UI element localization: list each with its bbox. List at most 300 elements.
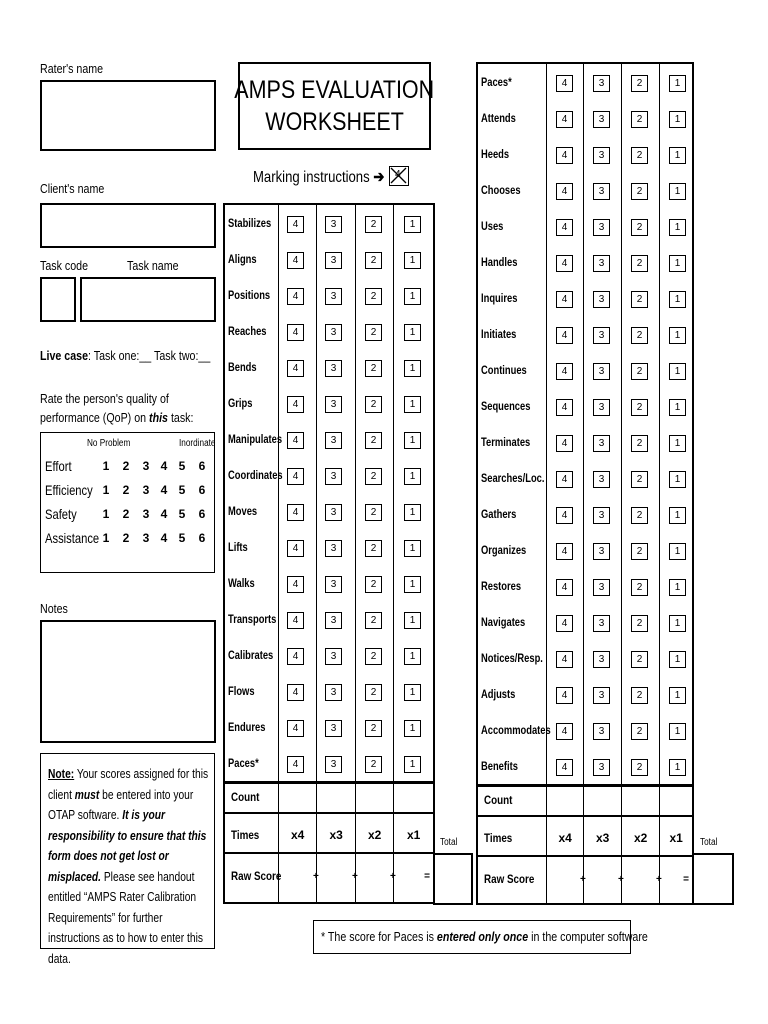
score-box-2[interactable]: 2 [631, 363, 648, 380]
score-box-3[interactable]: 3 [593, 111, 610, 128]
qop-rating-option[interactable]: 5 [178, 507, 186, 521]
score-box-3[interactable]: 3 [325, 288, 342, 305]
footnote-bold: entered only once [436, 929, 529, 944]
score-box-3[interactable]: 3 [325, 432, 342, 449]
score-box-2[interactable]: 2 [365, 612, 382, 629]
motor-item-row [225, 277, 433, 313]
motor-item-row [225, 205, 433, 241]
motor-item-label: Manipulates [228, 432, 283, 446]
motor-total-box[interactable] [433, 853, 473, 905]
score-box-2[interactable]: 2 [631, 543, 648, 560]
process-total-label: Total [700, 837, 718, 848]
process-summary-label: Raw Score [484, 872, 535, 886]
process-item-row [478, 496, 692, 532]
score-box-4[interactable]: 4 [287, 288, 304, 305]
score-box-1[interactable]: 1 [404, 324, 421, 341]
process-summary-label: Times [484, 831, 513, 845]
motor-item-row [225, 349, 433, 385]
score-box-3[interactable]: 3 [593, 75, 610, 92]
score-box-2[interactable]: 2 [631, 291, 648, 308]
score-box-1[interactable]: 1 [669, 471, 686, 488]
process-item-label: Terminates [481, 435, 531, 449]
score-box-3[interactable]: 3 [593, 399, 610, 416]
process-item-label: Heeds [481, 147, 510, 161]
score-box-3[interactable]: 3 [593, 579, 610, 596]
process-multiplier: x1 [669, 831, 683, 845]
score-box-3[interactable]: 3 [325, 540, 342, 557]
qop-rating-option[interactable]: 3 [142, 507, 150, 521]
score-box-4[interactable]: 4 [287, 684, 304, 701]
motor-multiplier: x2 [368, 828, 382, 842]
score-box-4[interactable]: 4 [556, 507, 573, 524]
score-box-1[interactable]: 1 [669, 651, 686, 668]
score-box-1[interactable]: 1 [669, 75, 686, 92]
no-problem-label: No Problem [87, 438, 131, 449]
paces-footnote [313, 920, 648, 954]
qop-row-label: Efficiency [45, 482, 93, 498]
qop-rating-option[interactable]: 1 [102, 507, 110, 521]
motor-item-row [225, 493, 433, 529]
score-box-3[interactable]: 3 [325, 612, 342, 629]
score-box-1[interactable]: 1 [669, 723, 686, 740]
motor-equals-sign: = [424, 871, 430, 882]
process-equals-sign: = [683, 874, 689, 885]
task-name-label: Task name [127, 258, 179, 273]
score-box-4[interactable]: 4 [556, 183, 573, 200]
process-item-label: Organizes [481, 543, 527, 557]
score-box-2[interactable]: 2 [631, 723, 648, 740]
marking-instructions-label: Marking instructions [253, 169, 370, 186]
process-item-row [478, 712, 692, 748]
score-box-3[interactable]: 3 [325, 468, 342, 485]
task-name-field[interactable] [80, 277, 216, 322]
score-box-1[interactable]: 1 [669, 579, 686, 596]
score-box-4[interactable]: 4 [287, 648, 304, 665]
score-box-2[interactable]: 2 [365, 360, 382, 377]
score-box-3[interactable]: 3 [593, 687, 610, 704]
qop-rating-option[interactable]: 3 [142, 531, 150, 545]
score-box-2[interactable]: 2 [631, 111, 648, 128]
score-box-2[interactable]: 2 [631, 219, 648, 236]
score-box-4[interactable]: 4 [287, 396, 304, 413]
qop-rating-option[interactable]: 3 [142, 459, 150, 473]
score-box-3[interactable]: 3 [593, 327, 610, 344]
process-item-label: Inquires [481, 291, 518, 305]
motor-item-label: Moves [228, 504, 258, 518]
motor-item-label: Paces* [228, 756, 259, 770]
process-item-row [478, 388, 692, 424]
score-box-3[interactable]: 3 [325, 504, 342, 521]
process-item-label: Notices/Resp. [481, 651, 543, 665]
motor-item-label: Aligns [228, 252, 257, 266]
qop-rating-table [40, 432, 215, 573]
note-responsibility: It is your responsibility to ensure that this form does not get lost or misplaced. [48, 808, 207, 884]
process-item-label: Handles [481, 255, 518, 269]
score-box-4[interactable]: 4 [287, 612, 304, 629]
score-box-1[interactable]: 1 [404, 756, 421, 773]
score-box-1[interactable]: 1 [404, 576, 421, 593]
score-box-4[interactable]: 4 [287, 216, 304, 233]
score-box-4[interactable]: 4 [556, 651, 573, 668]
score-box-4[interactable]: 4 [287, 360, 304, 377]
score-box-3[interactable]: 3 [593, 363, 610, 380]
score-box-3[interactable]: 3 [325, 576, 342, 593]
clients-name-label: Client's name [40, 181, 105, 196]
qop-rating-option[interactable]: 4 [160, 483, 168, 497]
process-item-label: Sequences [481, 399, 531, 413]
score-box-1[interactable]: 1 [404, 684, 421, 701]
motor-total-label: Total [440, 837, 458, 848]
qop-row-label: Assistance [45, 530, 100, 546]
process-item-row [478, 424, 692, 460]
inordinate-label: Inordinate [179, 438, 216, 449]
score-box-3[interactable]: 3 [325, 216, 342, 233]
score-box-1[interactable]: 1 [669, 543, 686, 560]
motor-item-row [225, 421, 433, 457]
qop-rating-option[interactable]: 2 [122, 483, 130, 497]
score-box-4[interactable]: 4 [287, 252, 304, 269]
motor-item-row [225, 565, 433, 601]
process-item-label: Continues [481, 363, 527, 377]
motor-item-label: Stabilizes [228, 216, 272, 230]
process-plus-sign: + [656, 874, 662, 885]
motor-item-label: Coordinates [228, 468, 283, 482]
title-line-1: AMPS EVALUATION [234, 76, 435, 104]
score-box-1[interactable]: 1 [669, 255, 686, 272]
score-box-2[interactable]: 2 [631, 615, 648, 632]
process-item-row [478, 460, 692, 496]
score-box-3[interactable]: 3 [593, 219, 610, 236]
score-box-1[interactable]: 1 [404, 288, 421, 305]
process-item-label: Chooses [481, 183, 521, 197]
note-text-2: be entered into your OTAP software. [48, 787, 194, 822]
score-box-3[interactable]: 3 [593, 651, 610, 668]
score-box-1[interactable]: 1 [669, 399, 686, 416]
qop-row-label: Safety [45, 506, 77, 522]
motor-item-label: Reaches [228, 324, 267, 338]
score-box-4[interactable]: 4 [556, 723, 573, 740]
score-box-1[interactable]: 1 [404, 612, 421, 629]
qop-rating-option[interactable]: 5 [178, 483, 186, 497]
score-box-4[interactable]: 4 [556, 75, 573, 92]
score-box-2[interactable]: 2 [631, 651, 648, 668]
score-box-1[interactable]: 1 [404, 396, 421, 413]
score-box-1[interactable]: 1 [404, 540, 421, 557]
score-box-4[interactable]: 4 [287, 576, 304, 593]
score-box-4[interactable]: 4 [556, 399, 573, 416]
score-box-3[interactable]: 3 [593, 291, 610, 308]
live-case-tasks: : Task one:__ Task two:__ [88, 348, 211, 363]
score-box-1[interactable]: 1 [669, 183, 686, 200]
score-box-4[interactable]: 4 [287, 756, 304, 773]
process-item-row [478, 676, 692, 712]
score-box-2[interactable]: 2 [365, 288, 382, 305]
process-total-box[interactable] [692, 853, 734, 905]
score-box-2[interactable]: 2 [365, 432, 382, 449]
score-box-3[interactable]: 3 [593, 471, 610, 488]
score-box-1[interactable]: 1 [669, 363, 686, 380]
motor-summary-label: Raw Score [231, 869, 282, 883]
process-item-row [478, 316, 692, 352]
motor-item-row [225, 385, 433, 421]
notes-field[interactable] [40, 620, 216, 743]
process-item-row [478, 100, 692, 136]
process-item-label: Accommodates [481, 723, 551, 737]
process-multiplier: x4 [558, 831, 572, 845]
qop-rating-option[interactable]: 1 [102, 459, 110, 473]
score-box-4[interactable]: 4 [556, 435, 573, 452]
process-item-row [478, 352, 692, 388]
qop-rating-option[interactable]: 5 [178, 531, 186, 545]
motor-multiplier: x1 [407, 828, 421, 842]
score-box-3[interactable]: 3 [593, 723, 610, 740]
score-box-4[interactable]: 4 [287, 540, 304, 557]
score-box-2[interactable]: 2 [631, 327, 648, 344]
clients-name-field[interactable] [40, 203, 216, 248]
note-text-1: Your scores assigned for this client [48, 767, 209, 802]
score-box-4[interactable]: 4 [556, 615, 573, 632]
score-box-2[interactable]: 2 [365, 540, 382, 557]
score-box-4[interactable]: 4 [556, 579, 573, 596]
qop-rating-option[interactable]: 2 [122, 459, 130, 473]
process-item-label: Initiates [481, 327, 517, 341]
process-times-divider [478, 855, 692, 857]
process-multiplier: x2 [634, 831, 648, 845]
marking-example-score: 4 [395, 169, 401, 180]
process-skills-table [476, 62, 694, 905]
score-box-3[interactable]: 3 [593, 435, 610, 452]
score-box-4[interactable]: 4 [556, 363, 573, 380]
note-text-3: Please see handout entitled “AMPS Rater Calibration Requirements” for further instructions as to how to enter this data. [48, 869, 203, 966]
process-item-row [478, 568, 692, 604]
score-box-2[interactable]: 2 [631, 399, 648, 416]
score-box-2[interactable]: 2 [365, 324, 382, 341]
qop-rating-option[interactable]: 2 [122, 531, 130, 545]
score-box-2[interactable]: 2 [631, 75, 648, 92]
score-box-4[interactable]: 4 [556, 543, 573, 560]
process-item-label: Gathers [481, 507, 517, 521]
score-box-2[interactable]: 2 [365, 504, 382, 521]
motor-summary-divider [225, 781, 433, 784]
process-summary-divider [478, 784, 692, 787]
score-box-4[interactable]: 4 [556, 219, 573, 236]
score-box-1[interactable]: 1 [404, 468, 421, 485]
motor-multiplier: x3 [329, 828, 343, 842]
process-plus-sign: + [580, 874, 586, 885]
score-box-2[interactable]: 2 [365, 216, 382, 233]
task-code-field[interactable] [40, 277, 76, 322]
process-item-row [478, 244, 692, 280]
score-box-1[interactable]: 1 [669, 507, 686, 524]
score-box-2[interactable]: 2 [365, 684, 382, 701]
qop-rating-option[interactable]: 1 [102, 531, 110, 545]
motor-item-label: Transports [228, 612, 277, 626]
raters-name-field[interactable] [40, 80, 216, 151]
notes-label: Notes [40, 601, 68, 616]
motor-item-label: Lifts [228, 540, 248, 554]
qop-rating-option[interactable]: 4 [160, 531, 168, 545]
score-box-1[interactable]: 1 [404, 216, 421, 233]
arrow-right-icon: ➔ [373, 169, 385, 186]
score-box-4[interactable]: 4 [556, 291, 573, 308]
score-box-3[interactable]: 3 [325, 756, 342, 773]
score-box-3[interactable]: 3 [593, 183, 610, 200]
score-box-3[interactable]: 3 [593, 255, 610, 272]
motor-multiplier: x4 [291, 828, 305, 842]
motor-skills-table [223, 203, 435, 904]
score-box-2[interactable]: 2 [365, 648, 382, 665]
motor-item-label: Flows [228, 684, 255, 698]
motor-item-row [225, 241, 433, 277]
rate-instruction-line1: Rate the person's quality of [40, 391, 169, 406]
qop-rating-option[interactable]: 6 [198, 459, 206, 473]
motor-summary-label: Count [231, 790, 260, 804]
qop-rating-option[interactable]: 6 [198, 507, 206, 521]
score-box-3[interactable]: 3 [325, 360, 342, 377]
raters-name-label: Rater's name [40, 61, 104, 76]
score-box-1[interactable]: 1 [669, 219, 686, 236]
motor-item-label: Grips [228, 396, 253, 410]
footnote-text-2: in the computer software [528, 929, 648, 944]
qop-rating-option[interactable]: 5 [178, 459, 186, 473]
qop-rating-option[interactable]: 6 [198, 531, 206, 545]
score-box-1[interactable]: 1 [669, 327, 686, 344]
process-item-row [478, 532, 692, 568]
title-line-2: WORKSHEET [265, 108, 404, 136]
score-box-4[interactable]: 4 [287, 432, 304, 449]
footnote-text-1: * The score for Paces is [321, 929, 437, 944]
motor-item-label: Endures [228, 720, 266, 734]
score-box-3[interactable]: 3 [593, 147, 610, 164]
score-box-2[interactable]: 2 [631, 507, 648, 524]
task-code-label: Task code [40, 258, 89, 273]
score-box-2[interactable]: 2 [631, 147, 648, 164]
qop-rating-option[interactable]: 4 [160, 507, 168, 521]
process-item-label: Navigates [481, 615, 526, 629]
score-box-3[interactable]: 3 [593, 543, 610, 560]
score-box-2[interactable]: 2 [631, 435, 648, 452]
qop-row [41, 526, 214, 550]
motor-item-row [225, 673, 433, 709]
live-case-line [40, 348, 248, 363]
score-box-4[interactable]: 4 [556, 759, 573, 776]
motor-count-divider [225, 812, 433, 814]
score-box-1[interactable]: 1 [669, 435, 686, 452]
score-box-2[interactable]: 2 [365, 396, 382, 413]
process-item-label: Attends [481, 111, 516, 125]
qop-rating-option[interactable]: 3 [142, 483, 150, 497]
score-box-3[interactable]: 3 [325, 252, 342, 269]
motor-item-label: Calibrates [228, 648, 274, 662]
score-box-2[interactable]: 2 [365, 468, 382, 485]
motor-item-label: Walks [228, 576, 255, 590]
process-item-label: Benefits [481, 759, 518, 773]
score-box-4[interactable]: 4 [287, 720, 304, 737]
score-box-2[interactable]: 2 [631, 759, 648, 776]
motor-summary-label: Times [231, 828, 260, 842]
score-box-4[interactable]: 4 [556, 327, 573, 344]
process-count-divider [478, 815, 692, 817]
process-item-row [478, 64, 692, 100]
score-box-3[interactable]: 3 [593, 507, 610, 524]
qop-rating-option[interactable]: 4 [160, 459, 168, 473]
process-item-row [478, 136, 692, 172]
process-plus-sign: + [618, 874, 624, 885]
score-box-4[interactable]: 4 [556, 147, 573, 164]
score-box-2[interactable]: 2 [631, 183, 648, 200]
score-box-2[interactable]: 2 [365, 720, 382, 737]
qop-rating-option[interactable]: 6 [198, 483, 206, 497]
score-box-2[interactable]: 2 [631, 687, 648, 704]
score-box-1[interactable]: 1 [404, 504, 421, 521]
score-box-1[interactable]: 1 [404, 648, 421, 665]
note-must: must [74, 787, 100, 802]
process-item-row [478, 208, 692, 244]
process-item-label: Uses [481, 219, 504, 233]
score-box-1[interactable]: 1 [669, 147, 686, 164]
score-box-3[interactable]: 3 [325, 648, 342, 665]
motor-item-label: Positions [228, 288, 271, 302]
score-box-4[interactable]: 4 [556, 255, 573, 272]
score-box-2[interactable]: 2 [365, 252, 382, 269]
score-box-1[interactable]: 1 [404, 432, 421, 449]
score-box-3[interactable]: 3 [593, 759, 610, 776]
score-box-1[interactable]: 1 [669, 687, 686, 704]
score-box-1[interactable]: 1 [404, 252, 421, 269]
score-box-2[interactable]: 2 [365, 756, 382, 773]
score-box-4[interactable]: 4 [287, 468, 304, 485]
score-box-1[interactable]: 1 [669, 759, 686, 776]
process-item-label: Paces* [481, 75, 512, 89]
score-box-3[interactable]: 3 [325, 324, 342, 341]
motor-item-row [225, 745, 433, 781]
score-box-1[interactable]: 1 [404, 720, 421, 737]
qop-rating-option[interactable]: 1 [102, 483, 110, 497]
score-box-4[interactable]: 4 [287, 504, 304, 521]
qop-row [41, 478, 214, 502]
score-box-3[interactable]: 3 [325, 684, 342, 701]
motor-plus-sign: + [313, 871, 319, 882]
score-box-3[interactable]: 3 [325, 720, 342, 737]
score-box-2[interactable]: 2 [365, 576, 382, 593]
motor-item-label: Bends [228, 360, 257, 374]
score-box-3[interactable]: 3 [593, 615, 610, 632]
process-item-label: Searches/Loc. [481, 471, 545, 485]
motor-item-row [225, 313, 433, 349]
score-box-2[interactable]: 2 [631, 471, 648, 488]
qop-row [41, 454, 214, 478]
score-box-2[interactable]: 2 [631, 579, 648, 596]
score-box-4[interactable]: 4 [556, 471, 573, 488]
score-box-2[interactable]: 2 [631, 255, 648, 272]
motor-plus-sign: + [352, 871, 358, 882]
score-box-4[interactable]: 4 [556, 687, 573, 704]
score-box-4[interactable]: 4 [556, 111, 573, 128]
score-box-1[interactable]: 1 [404, 360, 421, 377]
process-item-label: Restores [481, 579, 522, 593]
marking-example-box [389, 166, 409, 186]
motor-item-row [225, 709, 433, 745]
motor-plus-sign: + [390, 871, 396, 882]
score-box-1[interactable]: 1 [669, 615, 686, 632]
process-item-row [478, 604, 692, 640]
score-box-3[interactable]: 3 [325, 396, 342, 413]
score-box-4[interactable]: 4 [287, 324, 304, 341]
qop-rating-option[interactable]: 2 [122, 507, 130, 521]
qop-row-label: Effort [45, 458, 72, 474]
score-box-1[interactable]: 1 [669, 111, 686, 128]
score-box-1[interactable]: 1 [669, 291, 686, 308]
